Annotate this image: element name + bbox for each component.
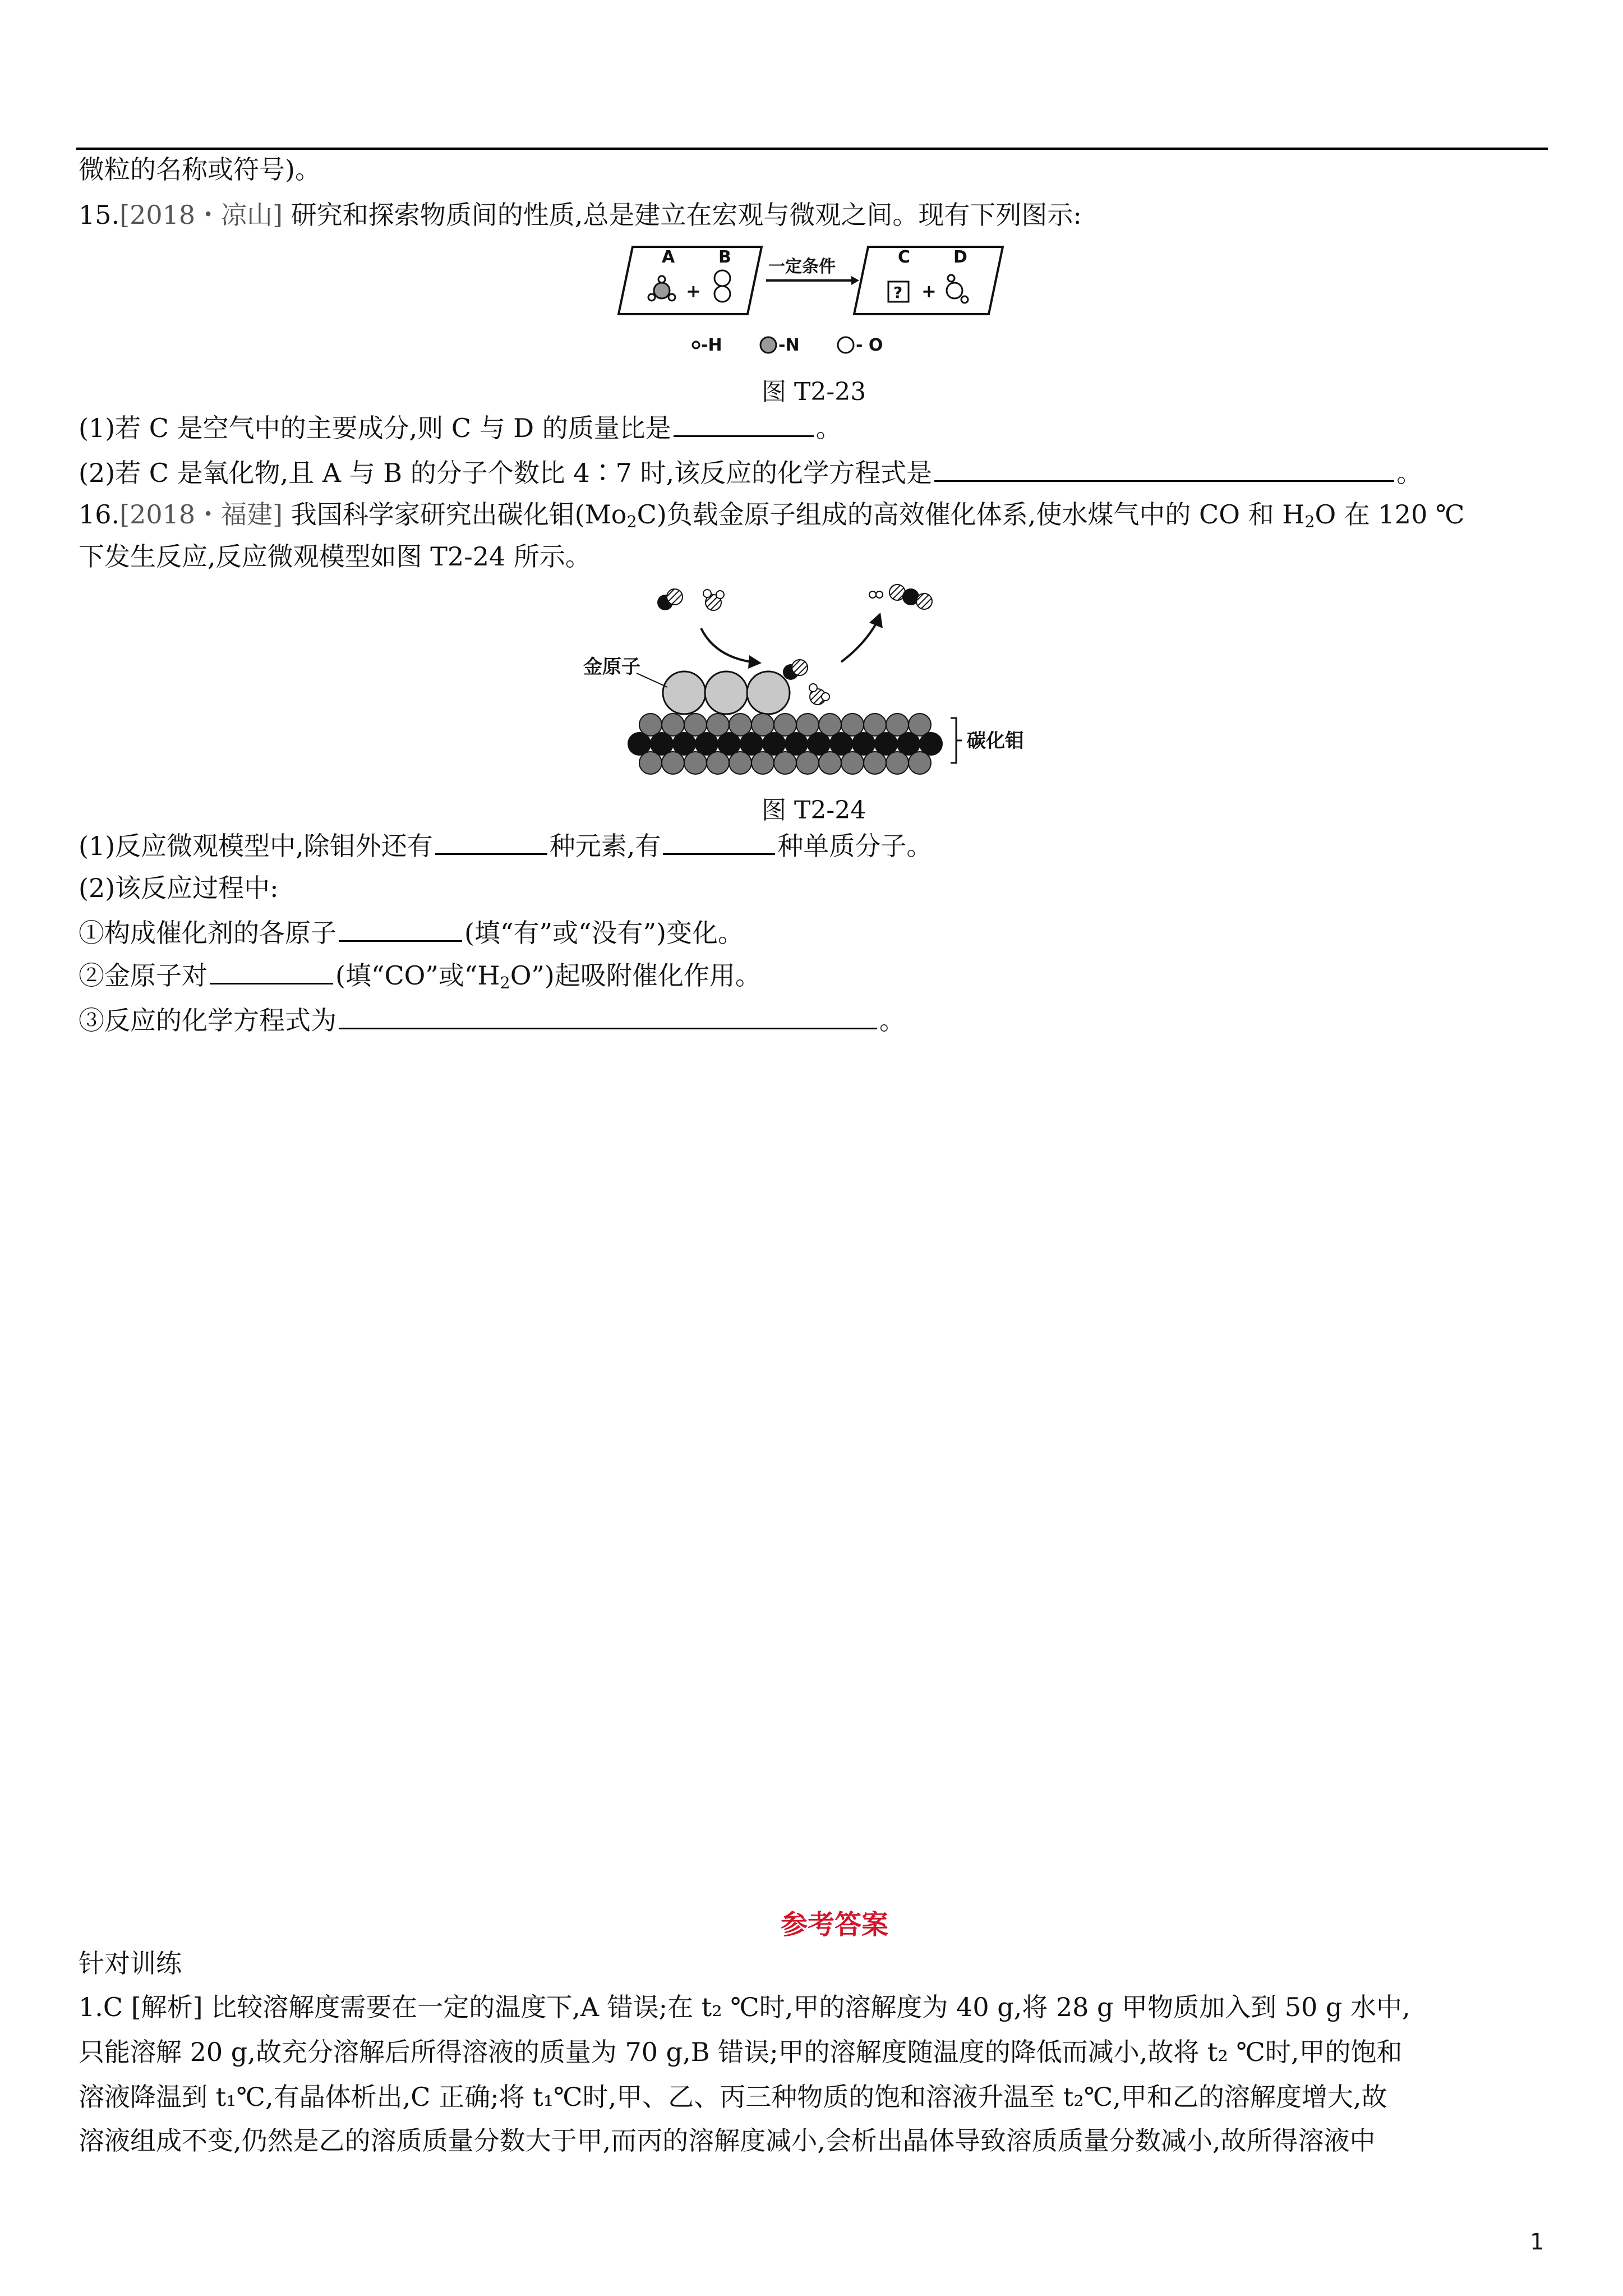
lattice-atom bbox=[684, 752, 707, 774]
lattice-atom bbox=[819, 752, 841, 774]
lattice-atom bbox=[841, 752, 864, 774]
header-rule bbox=[76, 148, 1548, 150]
legend bbox=[693, 335, 883, 355]
svg-text:-H: -H bbox=[701, 335, 722, 355]
lattice-atom bbox=[639, 752, 662, 774]
lattice-atom bbox=[864, 752, 886, 774]
answer-blank[interactable] bbox=[663, 827, 775, 855]
molybdenum-carbide-layers bbox=[628, 714, 942, 774]
label-a: A bbox=[662, 247, 675, 267]
page-number: 1 bbox=[1530, 2229, 1544, 2255]
svg-text:- O: - O bbox=[856, 335, 883, 355]
question-16-part2: (2)该反应过程中: bbox=[79, 873, 279, 903]
question-15-part1: (1)若 C 是空气中的主要成分,则 C 与 D 的质量比是 。 bbox=[79, 409, 842, 445]
svg-text:-N: -N bbox=[778, 335, 800, 355]
lattice-atom bbox=[774, 752, 796, 774]
answer-blank[interactable] bbox=[674, 409, 814, 437]
answers-section: 针对训练 bbox=[79, 1948, 182, 1978]
answer-blank[interactable] bbox=[210, 957, 333, 984]
answer-blank[interactable] bbox=[934, 454, 1394, 482]
answer-1-line: 1.C [解析] 比较溶解度需要在一定的温度下,A 错误;在 t₂ ℃时,甲的溶解度为 40 g,将 28 g 甲物质加入到 50 g 水中, bbox=[79, 1992, 1410, 2022]
gold-atoms bbox=[663, 671, 790, 714]
question-16-part2-2: ②金原子对 (填“CO”或“$H_2O$”)起吸附催化作用。 bbox=[79, 957, 761, 1000]
answer-1-line: 只能溶解 20 g,故充分溶解后所得溶液的质量为 70 g,B 错误;甲的溶解度随温度的降低而减小,故将 t₂ ℃时,甲的饱和 bbox=[79, 2037, 1403, 2067]
label-b: B bbox=[718, 247, 731, 267]
question-16: 16.[2018・福建] 我国科学家研究出碳化钼$(Mo_2C)$负载金原子组成的高效催化体系,使水煤气中的 CO 和 $H_2O$ 在 120 ℃ bbox=[79, 499, 1465, 532]
molecule-d bbox=[947, 275, 968, 303]
lattice-atom bbox=[729, 752, 751, 774]
answer-blank[interactable] bbox=[339, 1002, 877, 1029]
carbide-label: 碳化钼 bbox=[967, 730, 1024, 752]
lattice-atom bbox=[796, 752, 819, 774]
text-line: 微粒的名称或符号)。 bbox=[79, 154, 321, 185]
answer-1-line: 溶液降温到 t₁℃,有晶体析出,C 正确;将 t₁℃时,甲、乙、丙三种物质的饱和溶液升温至 t₂℃,甲和乙的溶解度增大,故 bbox=[79, 2082, 1387, 2112]
label-c: C bbox=[898, 247, 911, 267]
molecule-a bbox=[648, 276, 675, 301]
question-15: 15.[2018・凉山] 研究和探索物质间的性质,总是建立在宏观与微观之间。现有下列图示: bbox=[79, 200, 1082, 230]
caption-t2-23: 图 T2-23 bbox=[762, 378, 866, 406]
question-16-part1: (1)反应微观模型中,除钼外还有 种元素,有 种单质分子。 bbox=[79, 827, 932, 863]
condition-label: 一定条件 bbox=[768, 257, 836, 277]
caption-t2-24: 图 T2-24 bbox=[762, 796, 866, 825]
lattice-atom bbox=[909, 752, 931, 774]
answers-title: 参考答案 bbox=[781, 1909, 889, 1940]
svg-text:+: + bbox=[686, 280, 701, 302]
question-16-part2-3: ③反应的化学方程式为 。 bbox=[79, 1002, 905, 1037]
figure-t2-24 bbox=[583, 578, 1043, 791]
label-d: D bbox=[953, 247, 967, 267]
question-15-part2: (2)若 C 是氧化物,且 A 与 B 的分子个数比 4∶7 时,该反应的化学方程式是 。 bbox=[79, 454, 1422, 490]
svg-text:+: + bbox=[921, 280, 937, 302]
question-16-part2-1: ①构成催化剂的各原子 (填“有”或“没有”)变化。 bbox=[79, 914, 744, 950]
lattice-atom bbox=[707, 752, 729, 774]
gold-atom-label: 金原子 bbox=[583, 656, 640, 678]
lattice-atom bbox=[751, 752, 774, 774]
text-line: 下发生反应,反应微观模型如图 T2-24 所示。 bbox=[79, 541, 591, 572]
answer-blank[interactable] bbox=[339, 914, 462, 942]
molecule-b bbox=[714, 270, 730, 302]
answer-1-line: 溶液组成不变,仍然是乙的溶质质量分数大于甲,而丙的溶解度减小,会析出晶体导致溶质质量分数减小,故所得溶液中 bbox=[79, 2125, 1376, 2156]
lattice-atom bbox=[662, 752, 684, 774]
answer-blank[interactable] bbox=[435, 827, 547, 855]
unknown-box: ? bbox=[893, 283, 903, 302]
figure-t2-23 bbox=[616, 241, 1008, 370]
lattice-atom bbox=[886, 752, 909, 774]
